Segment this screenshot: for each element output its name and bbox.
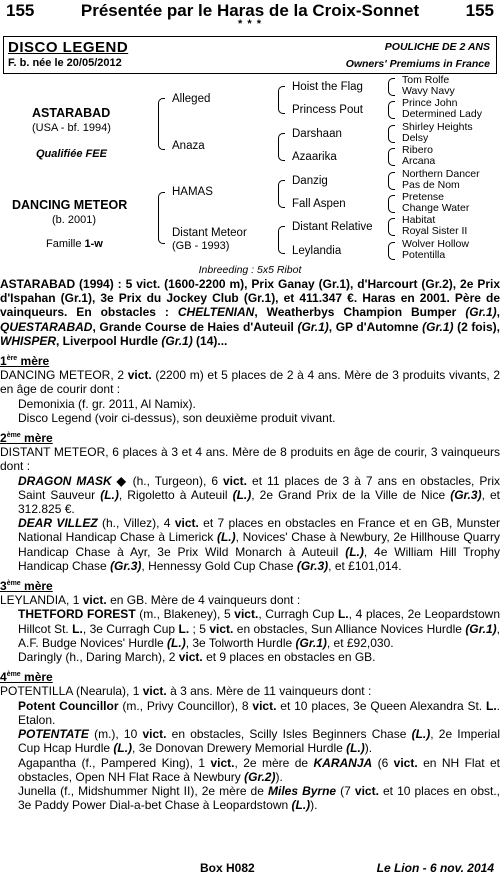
text-run: , Grande Course de Haies d'Auteuil <box>92 319 298 334</box>
text-run: (Gr.3) <box>296 558 329 573</box>
pedigree-table <box>0 74 500 274</box>
text-run: , Novices' Chase à Newbury, 2e Hillhouse Quarry Handicap Chase à Ayr, 3e Prix Wild Monarch à Auteuil <box>18 530 500 559</box>
text-run: vict. <box>82 593 107 608</box>
text-run: KARANJA <box>313 755 373 770</box>
text-run: POTENTILLA (Nearula), 1 <box>0 684 143 699</box>
bracket <box>278 180 285 208</box>
pedigree-g4: Change Water <box>402 202 470 214</box>
fourth-dam-paragraph <box>0 684 500 698</box>
produce-entry <box>0 756 500 784</box>
horse-birth: F. b. née le 20/05/2012 <box>8 57 122 69</box>
text-run: (L.) <box>346 741 365 756</box>
text-run: DANCING METEOR, 2 <box>0 368 128 383</box>
text-run: (2200 m) et 5 places de 2 à 4 ans. Mère de 3 produits vivants, 2 en âge de courir dont : <box>0 368 500 397</box>
pedigree-g3: Distant Relative <box>292 221 373 233</box>
box-number: Box H082 <box>200 861 255 875</box>
pedigree-g3: Hoist the Flag <box>292 81 363 93</box>
text-run: vict. <box>142 727 167 742</box>
page-title: Présentée par le Haras de la Croix-Sonnet <box>80 1 420 20</box>
bracket <box>388 148 395 166</box>
pedigree-g3: Danzig <box>292 175 328 187</box>
owners-premiums: Owners' Premiums in France <box>345 58 490 70</box>
text-run: (L.) <box>345 544 364 559</box>
pedigree-g2: Distant Meteor <box>172 227 247 239</box>
lot-number-left: 155 <box>6 1 35 20</box>
pedigree-g4: Potentilla <box>402 249 446 261</box>
text-run: DISTANT METEOR, 6 places à 3 et 4 ans. Mère de 8 produits en âge de courir, 3 vainqueurs dont : <box>0 445 500 474</box>
pedigree-g4: Delsy <box>402 132 429 144</box>
second-dam-paragraph <box>0 445 500 473</box>
pedigree-g4: Pretense <box>402 191 445 203</box>
text-run: (Gr.1) <box>465 621 497 636</box>
text-run: à 3 ans. Mère de 11 vainqueurs dont : <box>166 684 372 699</box>
text-run: , Weatherbys Champion Bumper <box>254 305 466 320</box>
produce-entry <box>0 516 500 573</box>
text-run: (6 <box>372 755 394 770</box>
text-run: (L.) <box>216 530 236 545</box>
text-run: en NH Flat et obstacles, Open NH Flat Race à Newbury <box>18 755 500 784</box>
text-run: vict. <box>174 516 199 531</box>
text-run: (L.) <box>100 487 119 502</box>
bracket <box>158 98 165 150</box>
pedigree-g3: Leylandia <box>292 245 342 257</box>
text-run: (L.) <box>232 487 252 502</box>
dam-info: (b. 2001) <box>52 214 97 226</box>
text-run: , Curragh Cup <box>258 607 338 622</box>
text-run: et 10 places en obst., 3e Paddy Power Dial-a-bet Chase à Leopardstown <box>18 783 500 813</box>
pedigree-g4: Royal Sister II <box>402 225 468 237</box>
text-run: L. <box>72 621 83 636</box>
text-run: WHISPER <box>0 333 57 348</box>
text-run: LEYLANDIA, 1 <box>0 593 83 608</box>
text-run: (Gr.2) <box>244 769 276 784</box>
text-run: (Gr.3) <box>110 558 142 573</box>
text-run: CHELTENIAN <box>177 305 255 320</box>
text-run: , Liverpool Hurdle <box>56 333 162 348</box>
bracket <box>158 192 165 244</box>
text-run: en obstacles, Sun Alliance Novices Hurdle <box>233 621 466 636</box>
text-run: vict. <box>223 473 248 488</box>
text-run: (m.), 10 <box>88 727 143 742</box>
produce-entry <box>0 727 500 755</box>
section-heading-2: 2ème mère <box>0 431 53 446</box>
text-run: et 9 places en obstacles en GB. <box>202 650 376 665</box>
text-run: (7 <box>336 783 355 798</box>
bracket <box>278 86 285 114</box>
pedigree-g4: Northern Dancer <box>402 168 480 180</box>
text-run: L. <box>485 698 497 713</box>
text-run: Potent Councillor <box>18 698 119 713</box>
produce-entry <box>0 411 500 425</box>
pedigree-g4: Wavy Navy <box>402 85 455 97</box>
text-run: , 3e Curragh Cup <box>82 621 179 636</box>
horse-sex-age: POULICHE DE 2 ANS <box>384 41 490 53</box>
text-run: , Rigoletto à Auteuil <box>118 487 233 502</box>
pedigree-g3: Azaarika <box>292 151 337 163</box>
text-run: , Hennessy Gold Cup Chase <box>141 558 297 573</box>
text-run: et 10 places, 3e Queen Alexandra St. <box>276 698 486 713</box>
produce-entry <box>0 607 500 650</box>
text-run: (Gr.1) <box>297 319 329 334</box>
text-run: (L.) <box>291 798 311 813</box>
text-run: DRAGON MASK <box>18 473 112 488</box>
horse-name: DISCO LEGEND <box>8 39 129 56</box>
text-run: L. <box>337 607 349 622</box>
text-run: QUESTARABAD <box>0 319 93 334</box>
bracket <box>278 133 285 161</box>
text-run: et 11 places de 3 à 7 ans en obstacles, Prix Saint Sauveur <box>18 473 500 502</box>
text-run: , et £92,030. <box>326 635 394 650</box>
inbreeding-note: Inbreeding : 5x5 Ribot <box>198 264 302 276</box>
text-run: vict. <box>127 368 152 383</box>
text-run: , et 312.825 €. <box>18 487 500 517</box>
text-run: , 3e Donovan Drewery Memorial Hurdle <box>132 741 347 756</box>
pedigree-g4: Ribero <box>402 144 433 156</box>
sale-date: Le Lion - 6 nov. 2014 <box>376 861 494 875</box>
text-run: , <box>496 305 500 320</box>
sire-name: ASTARABAD <box>32 106 111 120</box>
pedigree-g4: Habitat <box>402 214 436 226</box>
section-heading-3: 3ème mère <box>0 579 53 594</box>
text-run: ). <box>364 741 373 756</box>
text-run: Agapantha (f., Pampered King), 1 <box>18 755 211 770</box>
text-run: (m., Blakeney), 5 <box>135 607 235 622</box>
dam-name: DANCING METEOR <box>12 198 128 212</box>
produce-entry <box>0 650 500 664</box>
text-run: (h., Turgeon), 6 <box>127 473 223 488</box>
bracket <box>388 172 395 190</box>
text-run: (Gr.1) <box>295 635 327 650</box>
text-run: ; 5 <box>189 621 210 636</box>
section-heading-1: 1ère mère <box>0 354 50 369</box>
text-run: ). <box>310 798 318 813</box>
pedigree-g2: Alleged <box>172 93 211 105</box>
text-run: (Gr.3) <box>450 487 482 502</box>
text-run: , 2e mère de <box>234 755 314 770</box>
pedigree-g4: Pas de Nom <box>402 179 460 191</box>
pedigree-g3: Fall Aspen <box>292 198 346 210</box>
text-run: ). <box>275 769 283 784</box>
bracket <box>388 78 395 96</box>
pedigree-g2: Anaza <box>172 140 205 152</box>
dam-family: Famille 1-w <box>46 238 103 250</box>
text-run: , et £101,014. <box>328 558 402 573</box>
bracket <box>388 242 395 260</box>
bracket <box>278 226 285 254</box>
text-run: , 2e Imperial Cup Hcap Hurdle <box>18 727 500 756</box>
text-run: Daringly (h., Daring March), 2 <box>18 650 179 665</box>
pedigree-g4: Arcana <box>402 155 436 167</box>
pedigree-g4: Wolver Hollow <box>402 238 469 250</box>
text-run: , 2e Grand Prix de la Ville de Nice <box>251 487 451 502</box>
text-run: Miles Byrne <box>267 783 337 798</box>
text-run: Disco Legend (voir ci-dessus), son deuxième produit vivant. <box>18 410 336 425</box>
text-run: en obstacles, Scilly Isles Beginners Chase <box>166 727 412 742</box>
text-run: vict. <box>209 621 234 636</box>
pedigree-g2-info: (GB - 1993) <box>172 240 230 252</box>
text-run: ◆ <box>111 473 128 488</box>
text-run: ASTARABAD (1994) : 5 vict. (1600-2200 m), Prix Ganay (Gr.1), d'Harcourt (Gr.2), 2e Prix d'Ispahan (Gr.1), 3e Prix du Jockey Club (Gr.1), et 411.347 €. Haras en 2001. Père de vainqueurs. En obstacles : <box>0 277 500 320</box>
produce-entry <box>0 784 500 812</box>
text-run: THETFORD FOREST <box>18 607 136 622</box>
produce-entry <box>0 397 500 411</box>
text-run: vict. <box>252 698 277 713</box>
text-run: , 3e Tolworth Hurdle <box>185 635 296 650</box>
pedigree-g4: Tom Rolfe <box>402 74 450 86</box>
pedigree-text <box>0 277 500 812</box>
third-dam-paragraph <box>0 593 500 607</box>
bracket <box>388 125 395 143</box>
text-run: , A.F. Budge Novices' Hurdle <box>18 621 500 650</box>
produce-entry <box>0 699 500 727</box>
sire-info: (USA - bf. 1994) <box>32 122 111 134</box>
produce-entry <box>0 474 500 517</box>
text-run: (Gr.1) <box>465 305 497 320</box>
text-run: POTENTATE <box>18 727 89 742</box>
stars-separator: * * * <box>238 18 262 30</box>
text-run: , 4e William Hill Trophy Handicap Chase <box>18 544 500 573</box>
text-run: . Etalon. <box>18 698 500 727</box>
bracket <box>388 195 395 213</box>
text-run: et 7 places en obstacles en France et en GB, Munster National Handicap Chase à Limerick <box>18 516 500 545</box>
text-run: (m., Privy Councillor), 8 <box>118 698 253 713</box>
text-run: L. <box>178 621 190 636</box>
pedigree-g4: Determined Lady <box>402 108 482 120</box>
text-run: vict. <box>234 607 259 622</box>
horse-info-box <box>3 36 497 74</box>
sire-paragraph <box>0 277 500 348</box>
bracket <box>388 218 395 236</box>
text-run: (2 fois), <box>453 319 500 334</box>
text-run: vict. <box>393 755 418 770</box>
text-run: (14)... <box>192 333 228 348</box>
text-run: Junella (f., Midshummer Night II), 2e mère de <box>18 783 268 798</box>
section-heading-4: 4ème mère <box>0 670 53 685</box>
text-run: (L.) <box>167 635 186 650</box>
pedigree-g3: Princess Pout <box>292 104 363 116</box>
text-run: vict. <box>142 684 167 699</box>
pedigree-g4: Shirley Heights <box>402 121 473 133</box>
bracket <box>388 101 395 119</box>
text-run: (L.) <box>113 741 133 756</box>
text-run: , GP d'Automne <box>328 319 423 334</box>
text-run: (Gr.1) <box>161 333 193 348</box>
pedigree-g4: Prince John <box>402 97 458 109</box>
first-dam-paragraph <box>0 368 500 396</box>
pedigree-g2: HAMAS <box>172 186 213 198</box>
text-run: vict. <box>354 783 379 798</box>
text-run: (h., Villez), 4 <box>97 516 175 531</box>
text-run: Demonixia (f. gr. 2011, Al Namix). <box>18 396 196 411</box>
lot-number-right: 155 <box>465 1 494 20</box>
text-run: DEAR VILLEZ <box>18 516 98 531</box>
text-run: vict. <box>178 650 203 665</box>
text-run: vict. <box>210 755 235 770</box>
pedigree-g3: Darshaan <box>292 128 342 140</box>
text-run: (Gr.1) <box>422 319 454 334</box>
text-run: , 4 places, 2e Leopardstown Hillcot St. <box>18 607 500 636</box>
sire-note: Qualifiée FEE <box>36 148 107 160</box>
text-run: en GB. Mère de 4 vainqueurs dont : <box>106 593 301 608</box>
text-run: (L.) <box>411 727 431 742</box>
